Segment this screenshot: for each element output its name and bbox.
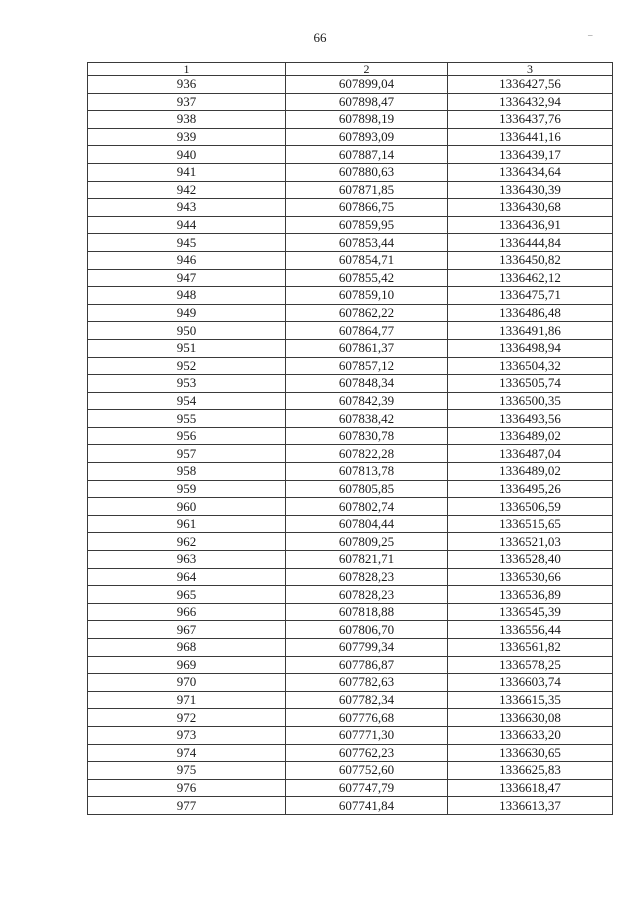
point-number-cell: 951 bbox=[88, 339, 286, 357]
x-coordinate-cell: 607859,10 bbox=[286, 287, 448, 305]
y-coordinate-cell: 1336613,37 bbox=[448, 797, 613, 815]
point-number-cell: 955 bbox=[88, 410, 286, 428]
point-number-cell: 970 bbox=[88, 674, 286, 692]
table-row bbox=[88, 586, 613, 604]
table-row bbox=[88, 480, 613, 498]
table-row bbox=[88, 216, 613, 234]
y-coordinate-cell: 1336475,71 bbox=[448, 287, 613, 305]
table-row bbox=[88, 128, 613, 146]
point-number-cell: 958 bbox=[88, 463, 286, 481]
table-row bbox=[88, 621, 613, 639]
y-coordinate-cell: 1336500,35 bbox=[448, 392, 613, 410]
x-coordinate-cell: 607821,71 bbox=[286, 551, 448, 569]
point-number-cell: 945 bbox=[88, 234, 286, 252]
table-row bbox=[88, 199, 613, 217]
x-coordinate-cell: 607855,42 bbox=[286, 269, 448, 287]
x-coordinate-cell: 607741,84 bbox=[286, 797, 448, 815]
point-number-cell: 971 bbox=[88, 691, 286, 709]
x-coordinate-cell: 607854,71 bbox=[286, 251, 448, 269]
y-coordinate-cell: 1336515,65 bbox=[448, 515, 613, 533]
y-coordinate-cell: 1336430,39 bbox=[448, 181, 613, 199]
y-coordinate-cell: 1336434,64 bbox=[448, 163, 613, 181]
point-number-cell: 954 bbox=[88, 392, 286, 410]
y-coordinate-cell: 1336450,82 bbox=[448, 251, 613, 269]
table-row bbox=[88, 498, 613, 516]
point-number-cell: 946 bbox=[88, 251, 286, 269]
y-coordinate-cell: 1336489,02 bbox=[448, 463, 613, 481]
y-coordinate-cell: 1336633,20 bbox=[448, 726, 613, 744]
point-number-cell: 939 bbox=[88, 128, 286, 146]
x-coordinate-cell: 607818,88 bbox=[286, 603, 448, 621]
point-number-cell: 959 bbox=[88, 480, 286, 498]
table-row bbox=[88, 515, 613, 533]
x-coordinate-cell: 607861,37 bbox=[286, 339, 448, 357]
point-number-cell: 974 bbox=[88, 744, 286, 762]
x-coordinate-cell: 607857,12 bbox=[286, 357, 448, 375]
table-row bbox=[88, 163, 613, 181]
scan-mark: – bbox=[588, 30, 593, 40]
column-header-3: 3 bbox=[448, 63, 613, 76]
point-number-cell: 961 bbox=[88, 515, 286, 533]
x-coordinate-cell: 607771,30 bbox=[286, 726, 448, 744]
y-coordinate-cell: 1336603,74 bbox=[448, 674, 613, 692]
x-coordinate-cell: 607859,95 bbox=[286, 216, 448, 234]
x-coordinate-cell: 607866,75 bbox=[286, 199, 448, 217]
y-coordinate-cell: 1336561,82 bbox=[448, 639, 613, 657]
table-row bbox=[88, 427, 613, 445]
table-row bbox=[88, 287, 613, 305]
table-row bbox=[88, 93, 613, 111]
y-coordinate-cell: 1336462,12 bbox=[448, 269, 613, 287]
x-coordinate-cell: 607898,47 bbox=[286, 93, 448, 111]
point-number-cell: 975 bbox=[88, 762, 286, 780]
y-coordinate-cell: 1336430,68 bbox=[448, 199, 613, 217]
x-coordinate-cell: 607893,09 bbox=[286, 128, 448, 146]
x-coordinate-cell: 607848,34 bbox=[286, 375, 448, 393]
y-coordinate-cell: 1336486,48 bbox=[448, 304, 613, 322]
y-coordinate-cell: 1336536,89 bbox=[448, 586, 613, 604]
point-number-cell: 962 bbox=[88, 533, 286, 551]
table-header-row bbox=[88, 63, 613, 76]
table-body bbox=[88, 76, 613, 815]
y-coordinate-cell: 1336437,76 bbox=[448, 111, 613, 129]
x-coordinate-cell: 607862,22 bbox=[286, 304, 448, 322]
table-row bbox=[88, 691, 613, 709]
table-row bbox=[88, 463, 613, 481]
x-coordinate-cell: 607822,28 bbox=[286, 445, 448, 463]
table-row bbox=[88, 779, 613, 797]
y-coordinate-cell: 1336444,84 bbox=[448, 234, 613, 252]
point-number-cell: 957 bbox=[88, 445, 286, 463]
point-number-cell: 952 bbox=[88, 357, 286, 375]
y-coordinate-cell: 1336495,26 bbox=[448, 480, 613, 498]
column-header-2: 2 bbox=[286, 63, 448, 76]
x-coordinate-cell: 607799,34 bbox=[286, 639, 448, 657]
table-row bbox=[88, 674, 613, 692]
table-row bbox=[88, 357, 613, 375]
point-number-cell: 960 bbox=[88, 498, 286, 516]
x-coordinate-cell: 607804,44 bbox=[286, 515, 448, 533]
table-row bbox=[88, 603, 613, 621]
x-coordinate-cell: 607871,85 bbox=[286, 181, 448, 199]
x-coordinate-cell: 607809,25 bbox=[286, 533, 448, 551]
y-coordinate-cell: 1336625,83 bbox=[448, 762, 613, 780]
x-coordinate-cell: 607887,14 bbox=[286, 146, 448, 164]
x-coordinate-cell: 607838,42 bbox=[286, 410, 448, 428]
point-number-cell: 973 bbox=[88, 726, 286, 744]
point-number-cell: 948 bbox=[88, 287, 286, 305]
point-number-cell: 965 bbox=[88, 586, 286, 604]
point-number-cell: 936 bbox=[88, 76, 286, 94]
point-number-cell: 953 bbox=[88, 375, 286, 393]
x-coordinate-cell: 607747,79 bbox=[286, 779, 448, 797]
y-coordinate-cell: 1336427,56 bbox=[448, 76, 613, 94]
point-number-cell: 976 bbox=[88, 779, 286, 797]
y-coordinate-cell: 1336506,59 bbox=[448, 498, 613, 516]
point-number-cell: 944 bbox=[88, 216, 286, 234]
point-number-cell: 966 bbox=[88, 603, 286, 621]
table-row bbox=[88, 181, 613, 199]
table-row bbox=[88, 234, 613, 252]
table-row bbox=[88, 304, 613, 322]
y-coordinate-cell: 1336436,91 bbox=[448, 216, 613, 234]
y-coordinate-cell: 1336578,25 bbox=[448, 656, 613, 674]
point-number-cell: 938 bbox=[88, 111, 286, 129]
table-row bbox=[88, 445, 613, 463]
point-number-cell: 969 bbox=[88, 656, 286, 674]
point-number-cell: 940 bbox=[88, 146, 286, 164]
point-number-cell: 972 bbox=[88, 709, 286, 727]
x-coordinate-cell: 607842,39 bbox=[286, 392, 448, 410]
y-coordinate-cell: 1336441,16 bbox=[448, 128, 613, 146]
table-row bbox=[88, 322, 613, 340]
y-coordinate-cell: 1336432,94 bbox=[448, 93, 613, 111]
y-coordinate-cell: 1336630,08 bbox=[448, 709, 613, 727]
table-row bbox=[88, 533, 613, 551]
table-row bbox=[88, 146, 613, 164]
table-row bbox=[88, 744, 613, 762]
table-row bbox=[88, 269, 613, 287]
y-coordinate-cell: 1336493,56 bbox=[448, 410, 613, 428]
table-row bbox=[88, 410, 613, 428]
point-number-cell: 964 bbox=[88, 568, 286, 586]
x-coordinate-cell: 607853,44 bbox=[286, 234, 448, 252]
x-coordinate-cell: 607782,34 bbox=[286, 691, 448, 709]
y-coordinate-cell: 1336545,39 bbox=[448, 603, 613, 621]
y-coordinate-cell: 1336489,02 bbox=[448, 427, 613, 445]
x-coordinate-cell: 607898,19 bbox=[286, 111, 448, 129]
point-number-cell: 947 bbox=[88, 269, 286, 287]
y-coordinate-cell: 1336498,94 bbox=[448, 339, 613, 357]
point-number-cell: 943 bbox=[88, 199, 286, 217]
table-row bbox=[88, 762, 613, 780]
y-coordinate-cell: 1336530,66 bbox=[448, 568, 613, 586]
x-coordinate-cell: 607880,63 bbox=[286, 163, 448, 181]
x-coordinate-cell: 607805,85 bbox=[286, 480, 448, 498]
table-row bbox=[88, 656, 613, 674]
y-coordinate-cell: 1336487,04 bbox=[448, 445, 613, 463]
table-row bbox=[88, 709, 613, 727]
x-coordinate-cell: 607802,74 bbox=[286, 498, 448, 516]
point-number-cell: 942 bbox=[88, 181, 286, 199]
point-number-cell: 949 bbox=[88, 304, 286, 322]
table-row bbox=[88, 392, 613, 410]
x-coordinate-cell: 607830,78 bbox=[286, 427, 448, 445]
page-number: 66 bbox=[313, 30, 327, 45]
point-number-cell: 967 bbox=[88, 621, 286, 639]
x-coordinate-cell: 607806,70 bbox=[286, 621, 448, 639]
table-row bbox=[88, 726, 613, 744]
table-row bbox=[88, 375, 613, 393]
y-coordinate-cell: 1336521,03 bbox=[448, 533, 613, 551]
table-row bbox=[88, 251, 613, 269]
table-row bbox=[88, 339, 613, 357]
x-coordinate-cell: 607899,04 bbox=[286, 76, 448, 94]
x-coordinate-cell: 607776,68 bbox=[286, 709, 448, 727]
x-coordinate-cell: 607828,23 bbox=[286, 586, 448, 604]
point-number-cell: 977 bbox=[88, 797, 286, 815]
table-row bbox=[88, 76, 613, 94]
point-number-cell: 963 bbox=[88, 551, 286, 569]
y-coordinate-cell: 1336615,35 bbox=[448, 691, 613, 709]
y-coordinate-cell: 1336630,65 bbox=[448, 744, 613, 762]
table-row bbox=[88, 568, 613, 586]
y-coordinate-cell: 1336504,32 bbox=[448, 357, 613, 375]
table-row bbox=[88, 111, 613, 129]
table-row bbox=[88, 551, 613, 569]
point-number-cell: 956 bbox=[88, 427, 286, 445]
y-coordinate-cell: 1336528,40 bbox=[448, 551, 613, 569]
point-number-cell: 941 bbox=[88, 163, 286, 181]
y-coordinate-cell: 1336556,44 bbox=[448, 621, 613, 639]
y-coordinate-cell: 1336505,74 bbox=[448, 375, 613, 393]
column-header-1: 1 bbox=[88, 63, 286, 76]
table-row bbox=[88, 797, 613, 815]
x-coordinate-cell: 607782,63 bbox=[286, 674, 448, 692]
point-number-cell: 968 bbox=[88, 639, 286, 657]
x-coordinate-cell: 607813,78 bbox=[286, 463, 448, 481]
point-number-cell: 937 bbox=[88, 93, 286, 111]
x-coordinate-cell: 607864,77 bbox=[286, 322, 448, 340]
y-coordinate-cell: 1336491,86 bbox=[448, 322, 613, 340]
y-coordinate-cell: 1336439,17 bbox=[448, 146, 613, 164]
x-coordinate-cell: 607752,60 bbox=[286, 762, 448, 780]
coordinates-table bbox=[87, 62, 613, 815]
x-coordinate-cell: 607762,23 bbox=[286, 744, 448, 762]
x-coordinate-cell: 607786,87 bbox=[286, 656, 448, 674]
x-coordinate-cell: 607828,23 bbox=[286, 568, 448, 586]
table-row bbox=[88, 639, 613, 657]
y-coordinate-cell: 1336618,47 bbox=[448, 779, 613, 797]
point-number-cell: 950 bbox=[88, 322, 286, 340]
